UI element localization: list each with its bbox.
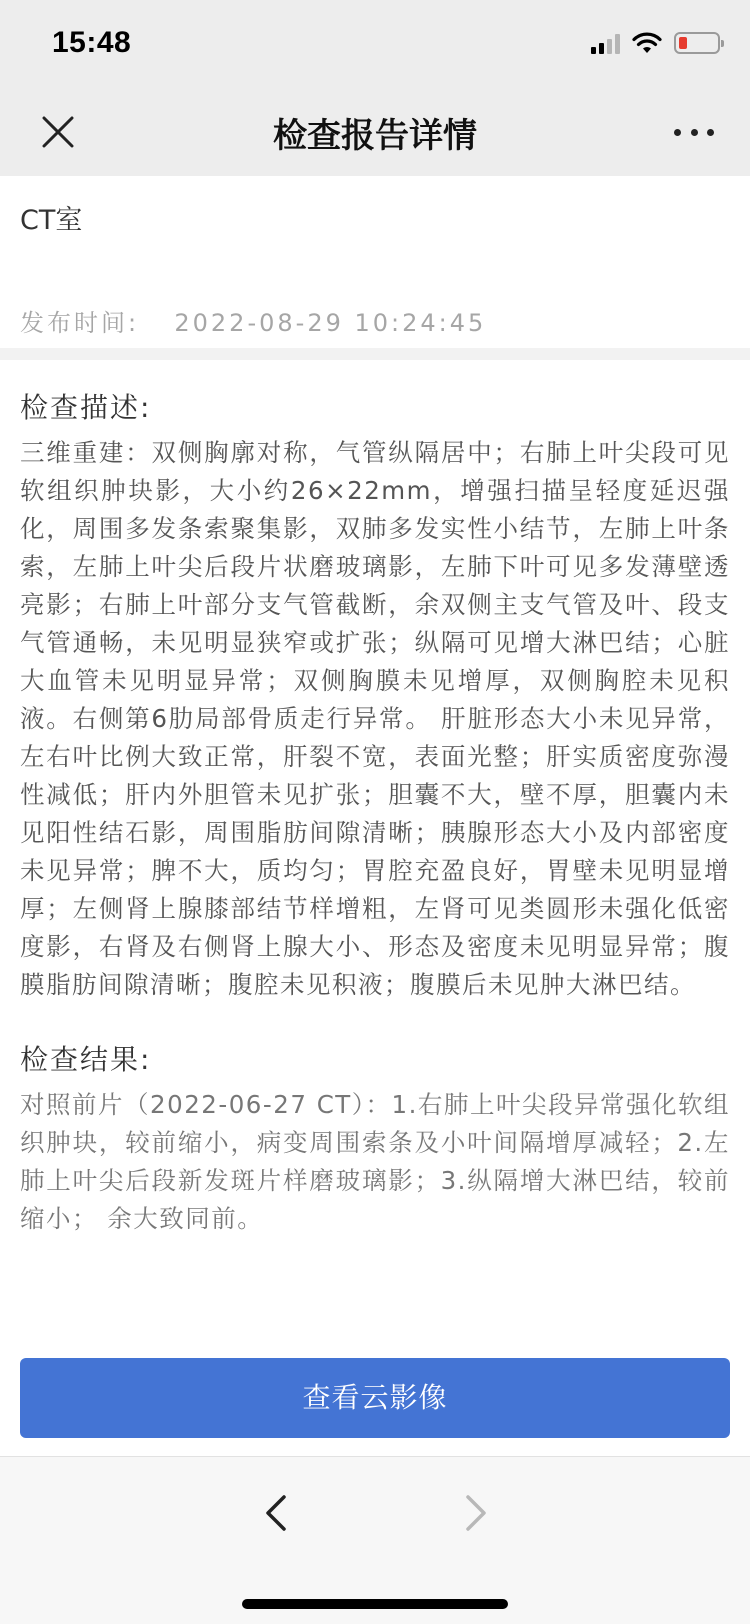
more-button[interactable]	[674, 120, 714, 144]
description-section	[0, 386, 750, 1004]
publish-time-row	[20, 303, 730, 338]
result-title: 检查结果:	[20, 1043, 152, 1076]
result-section	[0, 1038, 750, 1238]
description-title: 检查描述:	[20, 391, 152, 424]
nav-bar	[0, 90, 750, 176]
result-text: 对照前片（2022-06-27 CT）：1.右肺上叶尖段异常强化软组织肿块，较前缩小，病变周围索条及小叶间隔增厚减轻；2.左肺上叶尖后段新发斑片样磨玻璃影；3.纵隔增大淋巴结，较前缩小； 余大致同前。	[20, 1090, 730, 1233]
description-text: 三维重建：双侧胸廓对称，气管纵隔居中；右肺上叶尖段可见软组织肿块影，大小约26×22mm，增强扫描呈轻度延迟强化，周围多发条索聚集影，双肺多发实性小结节，左肺上叶条索，左肺上叶尖后段片状磨玻璃影，左肺下叶可见多发薄壁透亮影；右肺上叶部分支气管截断，余双侧主支气管及叶、段支气管通畅，未见明显狭窄或扩张；纵隔可见增大淋巴结；心脏大血管未见明显异常；双侧胸膜未见增厚，双侧胸腔未见积液。右侧第6肋局部骨质走行异常。 肝脏形态大小未见异常，左右叶比例大致正常，肝裂不宽，表面光整；肝实质密度弥漫性减低；肝内外胆管未见扩张；胆囊不大，壁不厚，胆囊内未见阳性结石影，周围脂肪间隙清晰；胰腺形态大小及内部密度未见异常；脾不大，质均匀；胃腔充盈良好，胃壁未见明显增厚；左侧肾上腺膝部结节样增粗，左肾可见类圆形未强化低密度影，右肾及右侧肾上腺大小、形态及密度未见明显异常；腹膜脂肪间隙清晰；腹腔未见积液；腹膜后未见肿大淋巴结。	[20, 438, 730, 999]
signal-icon	[591, 32, 620, 54]
status-time: 15:48	[52, 26, 132, 59]
home-indicator[interactable]	[242, 1599, 508, 1609]
more-icon-dot	[707, 129, 714, 136]
department-label: CT室	[20, 205, 83, 236]
more-icon-dot	[691, 129, 698, 136]
report-header-card	[0, 176, 750, 360]
forward-button[interactable]	[458, 1491, 494, 1535]
status-icons	[591, 32, 720, 54]
wifi-icon	[632, 32, 662, 54]
chevron-left-icon	[258, 1491, 294, 1535]
view-cloud-images-button[interactable]: 查看云影像	[20, 1358, 730, 1438]
report-content	[0, 176, 750, 1456]
status-bar	[0, 0, 750, 90]
back-button[interactable]	[258, 1491, 294, 1535]
battery-level	[679, 37, 687, 49]
publish-label: 发布时间:	[20, 309, 140, 337]
more-icon-dot	[674, 129, 681, 136]
page-title: 检查报告详情	[273, 116, 477, 156]
browser-bottom-bar	[0, 1456, 750, 1624]
battery-low-icon	[674, 32, 720, 54]
publish-time: 2022-08-29 10:24:45	[174, 309, 487, 337]
chevron-right-icon	[458, 1491, 494, 1535]
